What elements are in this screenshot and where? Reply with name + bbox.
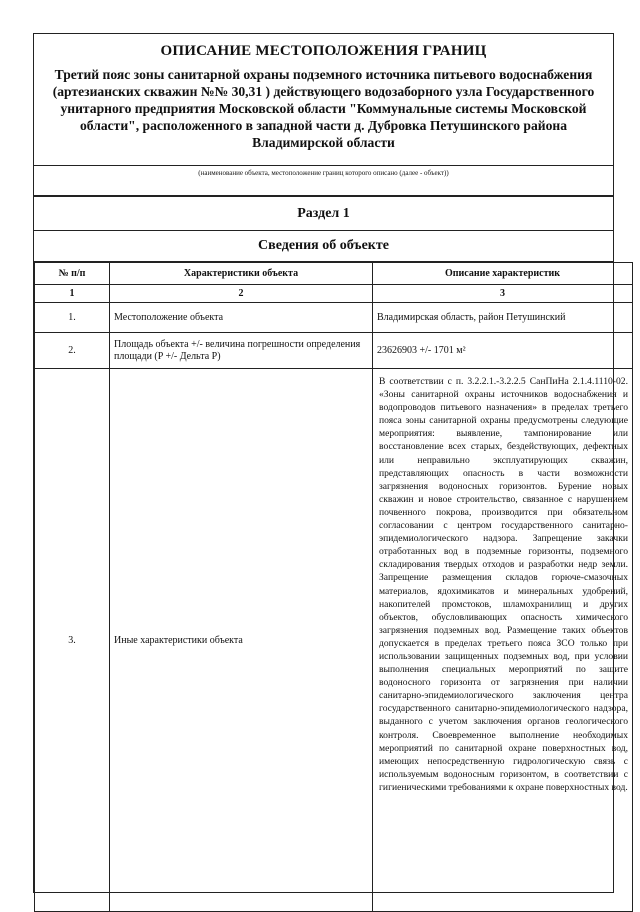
document-page <box>33 33 628 893</box>
column-number-row <box>35 285 633 303</box>
header-characteristics: Характеристики объекта <box>110 263 373 285</box>
row-num: 3. <box>35 369 110 912</box>
row-value: В соответствии с п. 3.2.2.1.-3.2.2.5 СанПиНа 2.1.4.1110-02. «Зоны санитарной охраны источников водоснабжения и водопроводов питьевого назначения» в пределах третьего пояса зоны санитарной охраны предусмотрены следующие мероприятия: выявление, тампонирование или восстановление всех старых, бездействующих, дефектных или неправильно эксплуатирующих скважин, представляющих опасность в части возможности загрязнения водоносных горизонтов. Бурение новых скважин и новое строительство, связанное с нарушением почвенного покрова, производится при обязательном согласовании с центром государственного санитарно-эпидемиологического надзора. Запрещение закачки отработанных вод в подземные горизонты, подземного складирования твердых отходов и разработки недр земли. Запрещение размещения складов горюче-смазочных материалов, ядохимикатов и минеральных удобрений, накопителей промстоков, шламохранилищ и других объектов, обусловливающих опасность химического загрязнения подземных вод. Размещение таких объектов допускается в пределах третьего пояса ЗСО только при использовании защищенных подземных вод, при условии выполнения специальных мероприятий по защите водоносного горизонта от загрязнения при наличии санитарно-эпидемиологического заключения центра государственного санитарно-эпидемиологического надзора, выданного с учетом заключения органов геологического контроля. Своевременное выполнение необходимых мероприятий по санитарной охране поверхностных вод, имеющих непосредственную гидрологическую связь с используемым водоносным горизонтом, в соответствии с гигиеническими требованиями к охране поверхностных вод. <box>373 369 633 912</box>
object-note: (наименование объекта, местоположение границ которого описано (далее - объект)) <box>198 169 449 177</box>
title-block <box>34 34 613 166</box>
table-header-row <box>35 263 633 285</box>
row-num: 1. <box>35 303 110 333</box>
section-heading: Сведения об объекте <box>258 238 389 253</box>
column-number: 1 <box>35 285 110 303</box>
section-title: Раздел 1 <box>297 206 350 221</box>
table-row <box>35 369 633 912</box>
row-value: Владимирская область, район Петушинский <box>373 303 633 333</box>
row-value: 23626903 +/- 1701 м² <box>373 333 633 369</box>
column-number: 2 <box>110 285 373 303</box>
column-number: 3 <box>373 285 633 303</box>
row-name: Иные характеристики объекта <box>110 369 373 912</box>
row-name: Площадь объекта +/- величина погрешности определения площади (P +/- Дельта P) <box>110 333 373 369</box>
row-num: 2. <box>35 333 110 369</box>
header-description: Описание характеристик <box>373 263 633 285</box>
object-table <box>34 262 633 912</box>
row-name: Местоположение объекта <box>110 303 373 333</box>
table-row <box>35 333 633 369</box>
table-row <box>35 303 633 333</box>
section-row <box>34 197 613 231</box>
document-title: ОПИСАНИЕ МЕСТОПОЛОЖЕНИЯ ГРАНИЦ <box>160 43 487 59</box>
header-num: № п/п <box>35 263 110 285</box>
info-row <box>34 231 613 262</box>
document-subtitle: Третий пояс зоны санитарной охраны подземного источника питьевого водоснабжения (артезианских скважин №№ 30,31 ) действующего водозаборного узла Государственного унитарного предприятия Московской области "Коммунальные системы Московской области", расположенного в западной части д. Дубровка Петушинского района Владимирской области <box>52 67 595 150</box>
note-row <box>34 166 613 197</box>
